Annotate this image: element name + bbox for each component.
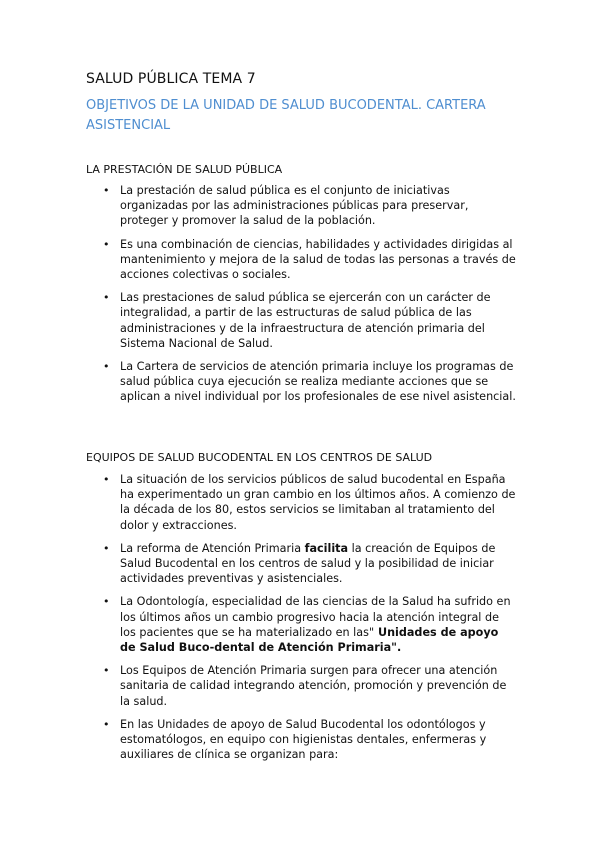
bullet-list-equipos [120,472,516,770]
bullet-list-prestacion [120,183,516,413]
list-item: • En las Unidades de apoyo de Salud Bucodental los odontólogos y estomatólogos, en equipo con higienistas dentales, enfermeras y auxiliares de clínica se organizan para: [120,717,516,763]
list-item-bold-text: Unidades de apoyo de Salud Buco-dental de Atención Primaria". [120,625,499,655]
list-item-bold-text: facilita [304,541,349,555]
list-item [120,594,516,655]
list-item-text: La Odontología, especialidad de las ciencias de la Salud ha sufrido en los últimos años un cambio progresivo hacia la atención integral de los pacientes que se ha materializado en las" [120,595,511,639]
list-item: • La Cartera de servicios de atención primaria incluye los programas de salud pública cuya ejecución se realiza mediante acciones que se aplican a nivel individual por los profesionales de ese nivel asistencial. [120,359,516,405]
list-item: • La prestación de salud pública es el conjunto de iniciativas organizadas por las administraciones públicas para preservar, proteger y promover la salud de la población. [120,183,516,229]
list-item-text: la creación de Equipos de Salud Bucodental en los centros de salud y la posibilidad de iniciar actividades preventivas y asistenciales. [120,541,496,586]
section-heading-prestacion: LA PRESTACIÓN DE SALUD PÚBLICA [86,163,283,176]
document-title: SALUD PÚBLICA TEMA 7 [86,71,256,87]
list-item: • Las prestaciones de salud pública se ejercerán con un carácter de integralidad, a partir de las estructuras de salud pública de las administraciones y de la infraestructura de atención primaria del Sistema Nacional de Salud. [120,290,516,351]
section-heading-equipos: EQUIPOS DE SALUD BUCODENTAL EN LOS CENTROS DE SALUD [86,451,433,464]
list-item: • Los Equipos de Atención Primaria surgen para ofrecer una atención sanitaria de calidad integrando atención, promoción y prevención de la salud. [120,663,516,709]
list-item: • Es una combinación de ciencias, habilidades y actividades dirigidas al mantenimiento y mejora de la salud de todas las personas a través de acciones colectivas o sociales. [120,237,516,283]
list-item-text: La reforma de Atención Primaria [120,541,305,555]
list-item [120,541,516,587]
document-subtitle: OBJETIVOS DE LA UNIDAD DE SALUD BUCODENTAL. CARTERA ASISTENCIAL [86,98,486,133]
list-item: • La situación de los servicios públicos de salud bucodental en España ha experimentado un gran cambio en los últimos años. A comienzo de la década de los 80, estos servicios se limitaban al tratamiento del dolor y extracciones. [120,472,516,533]
